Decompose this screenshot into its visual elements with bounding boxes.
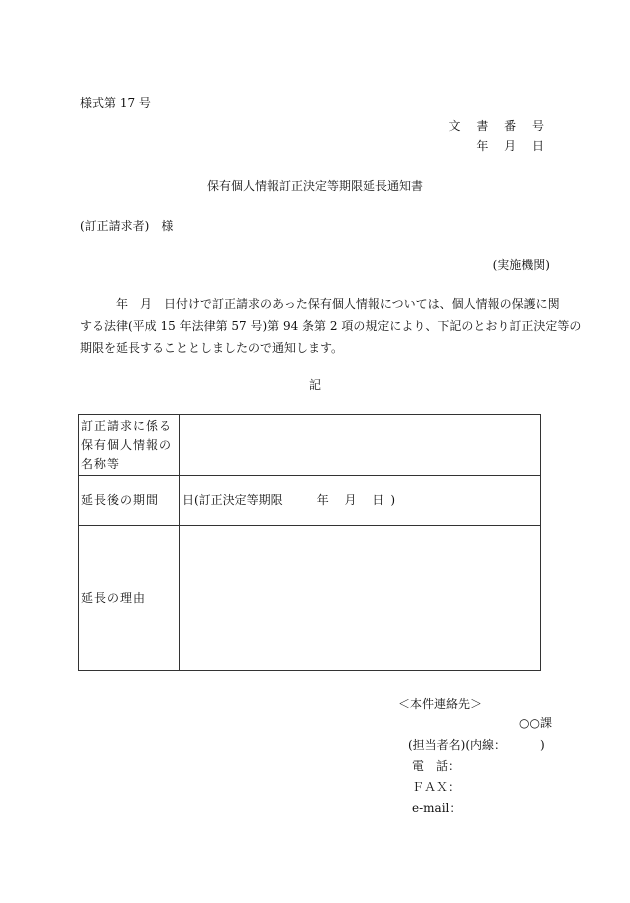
document-number-label: 文 書 番 号 [448, 119, 550, 133]
contact-phone: 電 話： [412, 759, 461, 773]
contact-email: e-mail： [412, 801, 462, 815]
row-label-extension-reason: 延長の理由 [79, 526, 180, 671]
table-row [79, 415, 541, 476]
body-text-line: する法律(平成 15 年法律第 57 号)第 94 条第 2 項の規定により、下記のとおり訂正決定等の [80, 319, 582, 333]
detail-table [78, 414, 541, 671]
form-number: 様式第 17 号 [80, 96, 151, 110]
row-value-info-name [180, 415, 541, 476]
ki-label: 記 [308, 378, 321, 392]
period-deadline-date: 年 月 日) [316, 493, 401, 507]
implementing-agency: (実施機関) [492, 258, 550, 272]
row-value-extended-period [180, 476, 541, 526]
document-title: 保有個人情報訂正決定等期限延長通知書 [206, 179, 423, 193]
row-value-extension-reason [180, 526, 541, 671]
contact-person-close: ) [540, 738, 545, 752]
contact-person [408, 737, 545, 753]
addressee: (訂正請求者) 様 [80, 219, 174, 233]
document-date-label: 年 月 日 [476, 139, 550, 153]
row-label-info-name: 訂正請求に係る保有個人情報の名称等 [79, 415, 180, 476]
body-text-line: 期限を延長することとしましたので通知します。 [80, 341, 344, 355]
contact-person-label: (担当者名)(内線： [408, 738, 507, 752]
body-text-line: 年 月 日付けで訂正請求のあった保有個人情報については、個人情報の保護に関 [80, 297, 560, 311]
table-row [79, 526, 541, 671]
table-row [79, 476, 541, 526]
contact-section: ○○課 [519, 716, 552, 730]
contact-heading: ＜本件連絡先＞ [398, 697, 483, 711]
period-prefix: 日(訂正決定等期限 [182, 493, 283, 507]
contact-fax: ＦＡＸ： [412, 780, 461, 794]
row-label-extended-period: 延長後の期間 [79, 476, 180, 526]
